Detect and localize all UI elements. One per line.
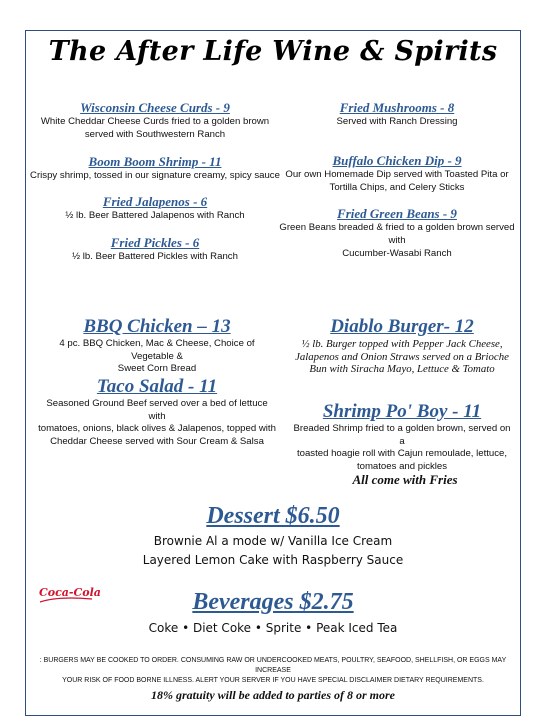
dessert-item: Brownie Al a mode w/ Vanilla Ice Cream bbox=[153, 534, 393, 548]
item-name: Fried Green Beans - 9 bbox=[337, 206, 457, 221]
item-name: Shrimp Po' Boy - 11 bbox=[322, 401, 482, 422]
item-desc: toasted hoagie roll with Cajun remoulade, lettuce, bbox=[296, 448, 508, 459]
item-desc: ½ lb. Burger topped with Pepper Jack Cheese, bbox=[301, 338, 503, 350]
menu-item-fried-pickles bbox=[40, 236, 270, 263]
item-desc: 4 pc. BBQ Chicken, Mac & Cheese, Choice of Vegetable & bbox=[59, 338, 255, 362]
menu-item-cheese-curds bbox=[40, 101, 270, 141]
item-desc: Crispy shrimp, tossed in our signature creamy, spicy sauce bbox=[30, 170, 280, 181]
item-desc: Cucumber-Wasabi Ranch bbox=[342, 248, 452, 259]
disclaimer-line: : BURGERS MAY BE COOKED TO ORDER. CONSUMING RAW OR UNDERCOOKED MEATS, POULTRY, SEAFOOD, SHELLFISH, OR EGGS MAY INCREASE bbox=[39, 657, 507, 674]
gratuity-note: 18% gratuity will be added to parties of 8 or more bbox=[151, 688, 395, 702]
item-desc: Jalapenos and Onion Straws served on a Brioche bbox=[295, 350, 509, 363]
dessert-title: Dessert $6.50 bbox=[206, 503, 340, 529]
fries-note: All come with Fries bbox=[352, 472, 458, 487]
item-desc: Tortilla Chips, and Celery Sticks bbox=[329, 182, 465, 193]
item-desc: Breaded Shrimp fried to a golden brown, served on a bbox=[293, 423, 511, 447]
logo-text: Coca-Cola bbox=[39, 586, 101, 599]
menu-item-buffalo-chicken-dip bbox=[282, 154, 512, 194]
item-desc: Seasoned Ground Beef served over a bed of lettuce with bbox=[46, 398, 268, 422]
item-desc: tomatoes, onions, black olives & Jalapenos, topped with bbox=[38, 423, 276, 434]
menu-item-fried-mushrooms bbox=[282, 101, 512, 128]
item-desc: Bun with Siracha Mayo, Lettuce & Tomato bbox=[309, 363, 495, 375]
menu-item-diablo-burger bbox=[286, 316, 518, 376]
item-name: Boom Boom Shrimp - 11 bbox=[88, 154, 222, 169]
item-desc: ½ lb. Beer Battered Jalapenos with Ranch bbox=[65, 210, 245, 221]
item-name: Fried Pickles - 6 bbox=[110, 235, 200, 250]
item-desc: Our own Homemade Dip served with Toasted Pita or bbox=[285, 169, 509, 180]
item-name: Taco Salad - 11 bbox=[96, 376, 218, 397]
menu-item-shrimp-po-boy bbox=[290, 401, 514, 473]
menu-title: The After Life Wine & Spirits bbox=[48, 36, 498, 67]
beverage-list: Coke • Diet Coke • Sprite • Peak Iced Tea bbox=[148, 621, 398, 635]
item-name: Buffalo Chicken Dip - 9 bbox=[332, 153, 462, 168]
disclaimer bbox=[28, 656, 518, 686]
item-desc: Cheddar Cheese served with Sour Cream & Salsa bbox=[50, 435, 264, 447]
item-desc: Sweet Corn Bread bbox=[117, 363, 197, 374]
dessert-item: Layered Lemon Cake with Raspberry Sauce bbox=[142, 553, 404, 567]
menu-item-boom-boom-shrimp bbox=[30, 155, 280, 182]
item-name: Wisconsin Cheese Curds - 9 bbox=[80, 100, 230, 115]
item-desc: ½ lb. Beer Battered Pickles with Ranch bbox=[72, 251, 238, 262]
item-desc: Served with Ranch Dressing bbox=[336, 116, 458, 127]
menu-item-taco-salad bbox=[37, 376, 277, 448]
item-desc: White Cheddar Cheese Curds fried to a golden brown bbox=[40, 116, 270, 127]
menu-item-fried-jalapenos bbox=[40, 195, 270, 222]
menu-item-fried-green-beans bbox=[277, 207, 517, 260]
disclaimer-line: YOUR RISK OF FOOD BORNE ILLNESS. ALERT YOUR SERVER IF YOU HAVE SPECIAL DISCLAIMER DIETARY REQUIREMENTS. bbox=[62, 677, 484, 684]
item-name: Fried Mushrooms - 8 bbox=[339, 100, 455, 115]
item-desc: Green Beans breaded & fried to a golden brown served with bbox=[279, 222, 515, 246]
item-name: Fried Jalapenos - 6 bbox=[102, 194, 208, 209]
menu-item-bbq-chicken bbox=[37, 316, 277, 376]
item-name: Diablo Burger- 12 bbox=[330, 316, 474, 337]
beverages-title: Beverages $2.75 bbox=[192, 589, 354, 615]
item-name: BBQ Chicken – 13 bbox=[83, 316, 231, 337]
item-desc: served with Southwestern Ranch bbox=[84, 129, 226, 140]
item-desc: tomatoes and pickles bbox=[356, 460, 448, 472]
